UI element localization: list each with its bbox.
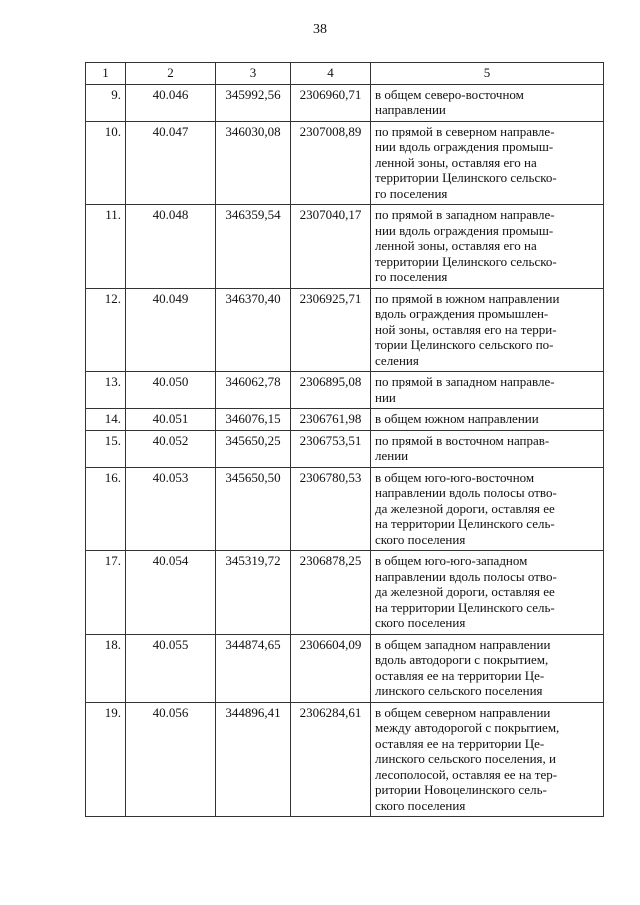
direction-description-cell xyxy=(371,551,604,635)
row-number-cell: 17. xyxy=(86,551,126,635)
point-id-cell: 40.055 xyxy=(126,634,216,702)
description-line: направлении вдоль полосы отво- xyxy=(375,485,557,500)
description-line: по прямой в западном направле- xyxy=(375,207,555,222)
table-row xyxy=(86,84,604,121)
table-row xyxy=(86,467,604,551)
direction-description-cell xyxy=(371,372,604,409)
page-number: 38 xyxy=(313,22,327,37)
row-number-cell: 13. xyxy=(86,372,126,409)
description-line: вдоль автодороги с покрытием, xyxy=(375,652,549,667)
y-coordinate-cell: 2307040,17 xyxy=(291,205,371,289)
table-row xyxy=(86,409,604,431)
description-line: направлении вдоль полосы отво- xyxy=(375,568,557,584)
description-line: нии вдоль ограждения промыш- xyxy=(375,222,554,238)
table-row xyxy=(86,205,604,289)
header-col-3: 3 xyxy=(216,63,291,85)
y-coordinate-cell: 2306895,08 xyxy=(291,372,371,409)
row-number-cell: 11. xyxy=(86,205,126,289)
description-line: ленной зоны, оставляя его на xyxy=(375,238,537,253)
table-row xyxy=(86,551,604,635)
description-line: го поселения xyxy=(375,269,448,284)
point-id-cell: 40.053 xyxy=(126,467,216,551)
x-coordinate-cell: 346370,40 xyxy=(216,288,291,372)
y-coordinate-cell: 2306284,61 xyxy=(291,702,371,817)
header-col-2: 2 xyxy=(126,63,216,85)
point-id-cell: 40.052 xyxy=(126,430,216,467)
table-header xyxy=(86,63,604,85)
description-line: нии вдоль ограждения промыш- xyxy=(375,139,554,154)
table-row xyxy=(86,121,604,205)
description-line: да железной дороги, оставляя ее xyxy=(375,500,555,516)
row-number-cell: 18. xyxy=(86,634,126,702)
description-line: селения xyxy=(375,352,419,368)
description-line: ленной зоны, оставляя его на xyxy=(375,154,537,170)
y-coordinate-cell: 2307008,89 xyxy=(291,121,371,205)
point-id-cell: 40.049 xyxy=(126,288,216,372)
description-line: в общем северном направлении xyxy=(375,704,551,720)
point-id-cell: 40.046 xyxy=(126,84,216,121)
description-line: в общем южном направлении xyxy=(375,411,539,426)
description-line: по прямой в южном направлении xyxy=(375,290,560,306)
direction-description-cell xyxy=(371,121,604,205)
boundary-points-table xyxy=(85,62,604,817)
table-row xyxy=(86,430,604,467)
header-row xyxy=(86,63,604,85)
y-coordinate-cell: 2306960,71 xyxy=(291,84,371,121)
y-coordinate-cell: 2306780,53 xyxy=(291,467,371,551)
description-line: ной зоны, оставляя его на терри- xyxy=(375,321,557,337)
description-line: территории Целинского сельско- xyxy=(375,170,557,185)
direction-description-cell xyxy=(371,84,604,121)
point-id-cell: 40.051 xyxy=(126,409,216,431)
description-line: го поселения xyxy=(375,185,448,201)
direction-description-cell xyxy=(371,288,604,372)
direction-description-cell xyxy=(371,702,604,817)
row-number-cell: 14. xyxy=(86,409,126,431)
point-id-cell: 40.054 xyxy=(126,551,216,635)
y-coordinate-cell: 2306761,98 xyxy=(291,409,371,431)
direction-description-cell xyxy=(371,205,604,289)
header-col-1: 1 xyxy=(86,63,126,85)
description-line: оставляя ее на территории Це- xyxy=(375,667,545,683)
description-line: по прямой в западном направле- xyxy=(375,374,555,389)
y-coordinate-cell: 2306604,09 xyxy=(291,634,371,702)
table-row xyxy=(86,288,604,372)
description-line: ритории Новоцелинского сель- xyxy=(375,782,547,797)
description-line: на территории Целинского сель- xyxy=(375,516,555,531)
row-number-cell: 10. xyxy=(86,121,126,205)
description-line: в общем юго-юго-западном xyxy=(375,553,528,568)
header-col-5: 5 xyxy=(371,63,604,85)
x-coordinate-cell: 345992,56 xyxy=(216,84,291,121)
table-row xyxy=(86,702,604,817)
description-line: линского сельского поселения, и xyxy=(375,751,556,766)
description-line: оставляя ее на территории Це- xyxy=(375,735,545,751)
point-id-cell: 40.048 xyxy=(126,205,216,289)
description-line: между автодорогой с покрытием, xyxy=(375,720,560,735)
direction-description-cell xyxy=(371,430,604,467)
point-id-cell: 40.047 xyxy=(126,121,216,205)
description-line: ского поселения xyxy=(375,615,466,630)
direction-description-cell xyxy=(371,467,604,551)
description-line: вдоль ограждения промышлен- xyxy=(375,306,549,321)
description-line: в общем северо-восточном xyxy=(375,86,524,102)
description-line: в общем западном направлении xyxy=(375,636,551,652)
row-number-cell: 19. xyxy=(86,702,126,817)
x-coordinate-cell: 346062,78 xyxy=(216,372,291,409)
point-id-cell: 40.056 xyxy=(126,702,216,817)
x-coordinate-cell: 346076,15 xyxy=(216,409,291,431)
x-coordinate-cell: 345319,72 xyxy=(216,551,291,635)
description-line: по прямой в северном направле- xyxy=(375,123,555,139)
description-line: ского поселения xyxy=(375,531,466,547)
y-coordinate-cell: 2306878,25 xyxy=(291,551,371,635)
x-coordinate-cell: 344896,41 xyxy=(216,702,291,817)
x-coordinate-cell: 344874,65 xyxy=(216,634,291,702)
direction-description-cell xyxy=(371,409,604,431)
y-coordinate-cell: 2306753,51 xyxy=(291,430,371,467)
table-body xyxy=(86,84,604,817)
header-col-4: 4 xyxy=(291,63,371,85)
x-coordinate-cell: 346030,08 xyxy=(216,121,291,205)
description-line: лении xyxy=(375,448,409,463)
description-line: ского поселения xyxy=(375,797,466,813)
row-number-cell: 15. xyxy=(86,430,126,467)
point-id-cell: 40.050 xyxy=(126,372,216,409)
x-coordinate-cell: 345650,25 xyxy=(216,430,291,467)
direction-description-cell xyxy=(371,634,604,702)
row-number-cell: 12. xyxy=(86,288,126,372)
description-line: лесополосой, оставляя ее на тер- xyxy=(375,766,558,782)
description-line: направлении xyxy=(375,102,446,117)
table-row xyxy=(86,372,604,409)
row-number-cell: 9. xyxy=(86,84,126,121)
description-line: да железной дороги, оставляя ее xyxy=(375,584,555,599)
table-row xyxy=(86,634,604,702)
description-line: по прямой в восточном направ- xyxy=(375,432,550,448)
description-line: нии xyxy=(375,389,396,405)
description-line: линского сельского поселения xyxy=(375,683,543,698)
row-number-cell: 16. xyxy=(86,467,126,551)
description-line: в общем юго-юго-восточном xyxy=(375,469,535,485)
description-line: на территории Целинского сель- xyxy=(375,599,555,615)
x-coordinate-cell: 346359,54 xyxy=(216,205,291,289)
x-coordinate-cell: 345650,50 xyxy=(216,467,291,551)
y-coordinate-cell: 2306925,71 xyxy=(291,288,371,372)
description-line: тории Целинского сельского по- xyxy=(375,337,554,352)
description-line: территории Целинского сельско- xyxy=(375,253,557,269)
